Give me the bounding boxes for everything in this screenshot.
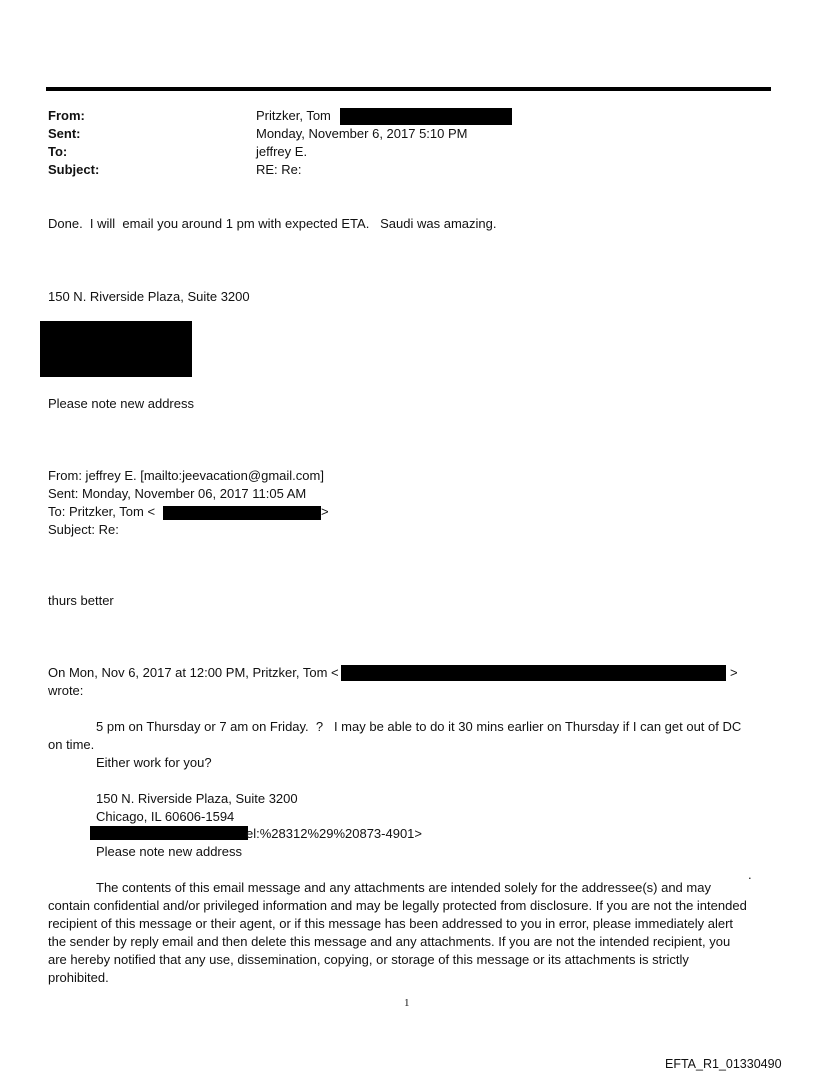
reply-body: Done. I will email you around 1 pm with expected ETA. Saudi was amazing. — [48, 216, 497, 231]
redaction-box — [341, 665, 726, 681]
sent-value: Monday, November 6, 2017 5:10 PM — [256, 126, 468, 141]
fwd-to-line: To: Pritzker, Tom < — [48, 504, 156, 519]
quoted-phone-partial: el:%28312%29%20873-4901> — [246, 826, 423, 841]
to-value: jeffrey E. — [256, 144, 308, 159]
fwd-body: thurs better — [48, 593, 114, 608]
quoted-intro: On Mon, Nov 6, 2017 at 12:00 PM, Pritzker, Tom < — [48, 665, 339, 680]
bates-number: EFTA_R1_01330490 — [665, 1057, 782, 1071]
to-label: To: — [48, 144, 68, 159]
redaction-box — [40, 321, 192, 377]
quoted-line1: 5 pm on Thursday or 7 am on Friday. ? I may be able to do it 30 mins earlier on Thursday if I can get out of DC — [96, 719, 742, 734]
fwd-from-line: From: jeffrey E. [mailto:jeevacation@gmail.com] — [48, 468, 324, 483]
reply-note: Please note new address — [48, 396, 194, 411]
from-label: From: — [48, 108, 85, 123]
redaction-box — [90, 826, 248, 840]
reply-address: 150 N. Riverside Plaza, Suite 3200 — [48, 289, 250, 304]
sent-label: Sent: — [48, 126, 81, 141]
page-number: 1 — [404, 997, 410, 1009]
fwd-sent-line: Sent: Monday, November 06, 2017 11:05 AM — [48, 486, 307, 501]
header-divider — [46, 87, 771, 91]
quoted-line1-cont: on time. — [48, 737, 95, 752]
quoted-address1: 150 N. Riverside Plaza, Suite 3200 — [96, 791, 298, 806]
subject-value: RE: Re: — [256, 162, 302, 177]
quoted-line2: Either work for you? — [96, 755, 212, 770]
quoted-address2: Chicago, IL 60606-1594 — [96, 809, 235, 824]
quoted-intro-suffix: > — [730, 665, 738, 680]
stray-dot: . — [748, 867, 752, 882]
redaction-box — [340, 108, 512, 125]
quoted-wrote: wrote: — [48, 683, 84, 698]
redaction-box — [163, 506, 321, 520]
subject-label: Subject: — [48, 162, 100, 177]
disclaimer-paragraph: The contents of this email message and any attachments are intended solely for the addressee(s) and may contain confidential and/or privileged information and may be legally protected from disclosure. If you are not the intended recipient of this message or their agent, or if this message has been addressed to you in error, please immediately alert the sender by reply email and then delete this message and any attachments. If you are not the intended recipient, you are hereby notified that any use, dissemination, copying, or storage of this message or its attachments is strictly prohibited. — [48, 880, 747, 985]
from-value: Pritzker, Tom — [256, 108, 331, 123]
fwd-subject-line: Subject: Re: — [48, 522, 119, 537]
fwd-to-suffix: > — [321, 504, 329, 519]
quoted-note: Please note new address — [96, 844, 242, 859]
